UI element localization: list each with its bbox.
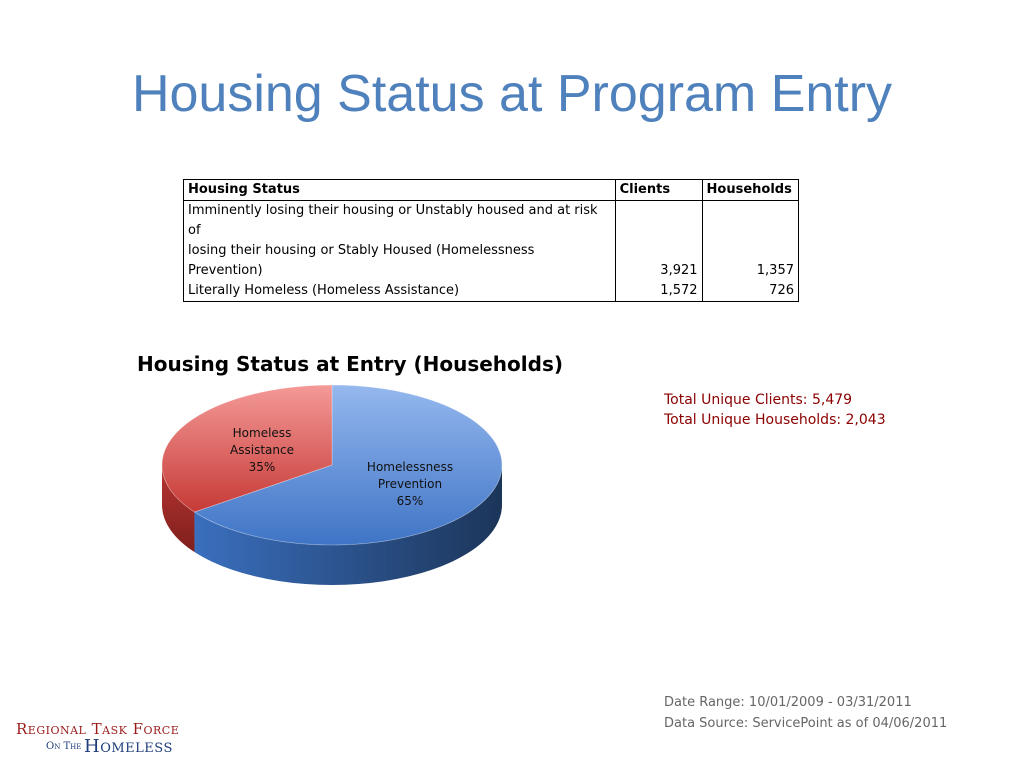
status-cell xyxy=(184,201,616,282)
slice-percent-label: 35% xyxy=(248,460,276,474)
slice-label-homelessness-prevention xyxy=(350,459,470,510)
households-cell: 1,357 xyxy=(702,201,798,282)
status-line: losing their housing or Stably Housed (Homelessness Prevention) xyxy=(188,243,535,278)
clients-cell: 3,921 xyxy=(615,201,702,282)
logo-line2a: On The xyxy=(46,741,82,752)
header-clients: Clients xyxy=(615,180,702,201)
table-row xyxy=(184,201,799,282)
pie-chart xyxy=(140,385,530,615)
slice-percent-label: 65% xyxy=(396,494,424,508)
total-unique-clients: Total Unique Clients: 5,479 xyxy=(664,392,853,408)
footer-meta xyxy=(664,692,947,734)
logo-line1: Regional Task Force xyxy=(16,720,180,738)
slice-label-homeless-assistance xyxy=(212,425,312,476)
header-households: Households xyxy=(702,180,798,201)
chart-title: Housing Status at Entry (Households) xyxy=(137,352,563,376)
totals-block xyxy=(664,390,886,430)
slice-label-line: Homeless xyxy=(232,426,292,440)
table-row xyxy=(184,281,799,302)
header-housing-status: Housing Status xyxy=(184,180,616,201)
rtfh-logo xyxy=(16,716,196,760)
logo-line2b: Homeless xyxy=(84,736,173,757)
households-cell: 726 xyxy=(702,281,798,302)
slide-title: Housing Status at Program Entry xyxy=(131,65,893,123)
table-header-row xyxy=(184,180,799,201)
date-range: Date Range: 10/01/2009 - 03/31/2011 xyxy=(664,695,912,710)
status-line: Imminently losing their housing or Unstably housed and at risk of xyxy=(188,203,598,238)
total-unique-households: Total Unique Households: 2,043 xyxy=(664,412,886,428)
slice-label-line: Homelessness xyxy=(366,460,454,474)
pie-chart-svg xyxy=(140,385,530,615)
status-cell: Literally Homeless (Homeless Assistance) xyxy=(184,281,616,302)
housing-status-table xyxy=(183,179,799,302)
data-source: Data Source: ServicePoint as of 04/06/2011 xyxy=(664,716,948,731)
slice-label-line: Assistance xyxy=(230,443,294,457)
clients-cell: 1,572 xyxy=(615,281,702,302)
slice-label-line: Prevention xyxy=(377,477,443,491)
